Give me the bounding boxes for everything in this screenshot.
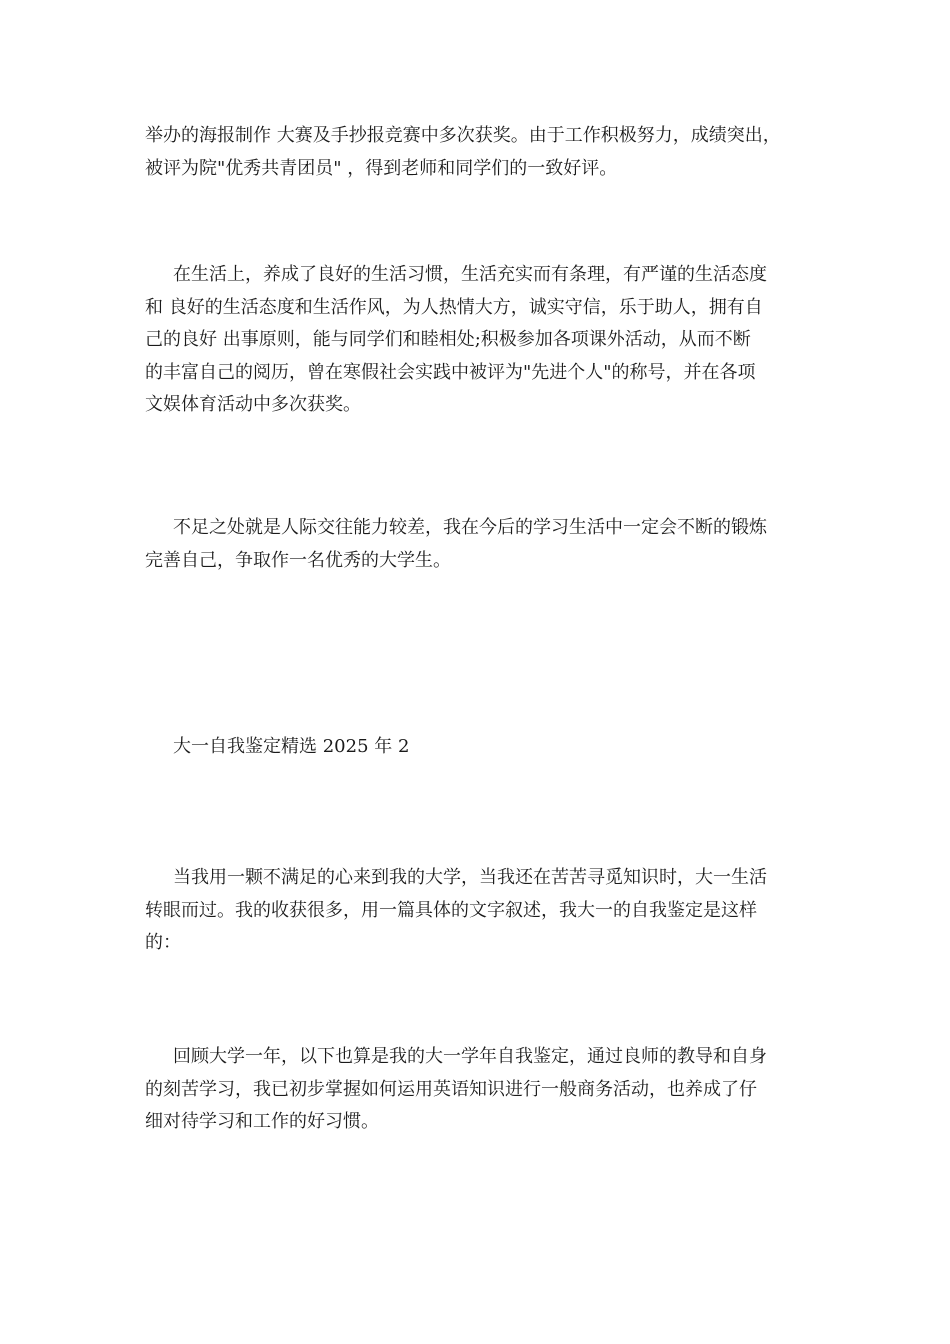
text-line: 在生活上，养成了良好的生活习惯，生活充实而有条理，有严谨的生活态度 bbox=[173, 264, 767, 285]
paragraph-shortcomings bbox=[145, 512, 815, 577]
text-line: 当我用一颗不满足的心来到我的大学，当我还在苦苦寻觅知识时，大一生活 bbox=[173, 867, 767, 888]
text-line: 己的良好 出事原则，能与同学们和睦相处;积极参加各项课外活动，从而不断 bbox=[145, 329, 751, 350]
text-line: 和 良好的生活态度和生活作风，为人热情大方，诚实守信，乐于助人，拥有自 bbox=[145, 296, 763, 318]
text-line: 文娱体育活动中多次获奖。 bbox=[145, 394, 361, 415]
text-line: 的刻苦学习，我已初步掌握如何运用英语知识进行一般商务活动，也养成了仔 bbox=[145, 1078, 757, 1100]
text-line: 完善自己，争取作一名优秀的大学生。 bbox=[145, 549, 451, 571]
paragraph-awards bbox=[145, 120, 815, 185]
paragraph-review bbox=[145, 1041, 815, 1139]
paragraph-life bbox=[145, 259, 815, 422]
section-heading bbox=[145, 731, 815, 764]
text-line: 的： bbox=[145, 932, 181, 953]
text-line: 细对待学习和工作的好习惯。 bbox=[145, 1111, 379, 1132]
text-line: 转眼而过。我的收获很多，用一篇具体的文字叙述，我大一的自我鉴定是这样 bbox=[145, 899, 757, 921]
paragraph-intro bbox=[145, 862, 815, 960]
text-line: 的丰富自己的阅历，曾在寒假社会实践中被评为"先进个人"的称号，并在各项 bbox=[145, 361, 756, 383]
heading-text: 大一自我鉴定精选 2025 年 2 bbox=[173, 736, 410, 757]
text-line: 回顾大学一年，以下也算是我的大一学年自我鉴定，通过良师的教导和自身 bbox=[173, 1046, 767, 1067]
text-line: 被评为院"优秀共青团员" ，得到老师和同学们的一致好评。 bbox=[145, 157, 618, 179]
text-line: 不足之处就是人际交往能力较差，我在今后的学习生活中一定会不断的锻炼 bbox=[173, 517, 767, 538]
text-line: 举办的海报制作 大赛及手抄报竞赛中多次获奖。由于工作积极努力，成绩突出， bbox=[145, 125, 781, 146]
